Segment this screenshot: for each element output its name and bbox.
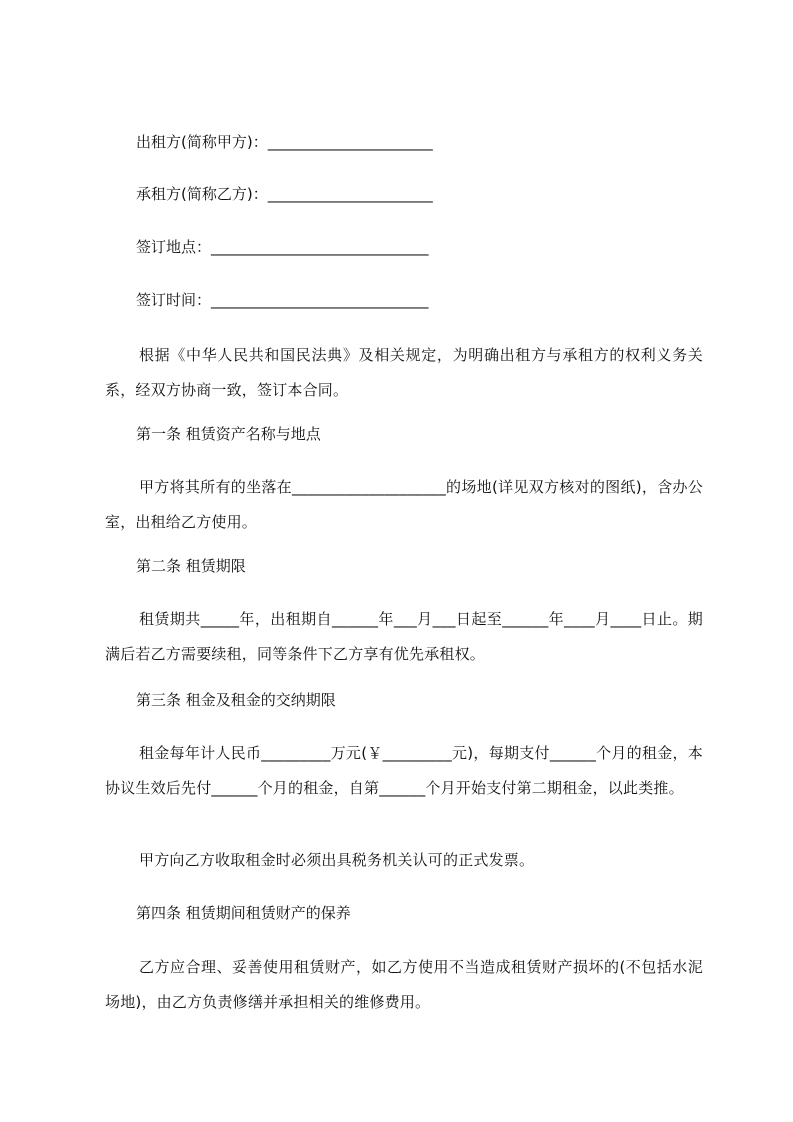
article-1-paragraph: 甲方将其所有的坐落在____________________的场地(详见双方核对的图纸)，含办公室，出租给乙方使用。	[105, 478, 703, 531]
article-4-paragraph: 乙方应合理、妥善使用租赁财产，如乙方使用不当造成租赁财产损坏的(不包括水泥场地)，由乙方负责修缮并承担相关的维修费用。	[105, 958, 703, 1011]
signing-time-line: 签订时间：_____________________________	[136, 291, 429, 309]
article-3-paragraph-2: 甲方向乙方收取租金时必须出具税务机关认可的正式发票。	[139, 851, 535, 869]
lessee-line: 承租方(简称乙方)：______________________	[136, 185, 433, 203]
article-4-title: 第四条 租赁期间租赁财产的保养	[136, 904, 351, 922]
article-2-paragraph: 租赁期共_____年，出租期自______年___月___日起至______年____月____日止。期满后若乙方需要续租，同等条件下乙方享有优先承租权。	[105, 610, 703, 663]
article-1-title: 第一条 租赁资产名称与地点	[136, 425, 321, 443]
preamble-paragraph: 根据《中华人民共和国民法典》及相关规定，为明确出租方与承租方的权利义务关系，经双方协商一致，签订本合同。	[105, 346, 703, 399]
article-3-title: 第三条 租金及租金的交纳期限	[136, 691, 336, 709]
article-3-paragraph-1: 租金每年计人民币_________万元(￥_________元)，每期支付______个月的租金，本协议生效后先付______个月的租金，自第______个月开始支付第二期租金，以此类推。	[105, 744, 703, 797]
article-2-title: 第二条 租赁期限	[136, 557, 246, 575]
lessor-line: 出租方(简称甲方)：______________________	[136, 133, 433, 151]
signing-place-line: 签订地点：_____________________________	[136, 238, 429, 256]
